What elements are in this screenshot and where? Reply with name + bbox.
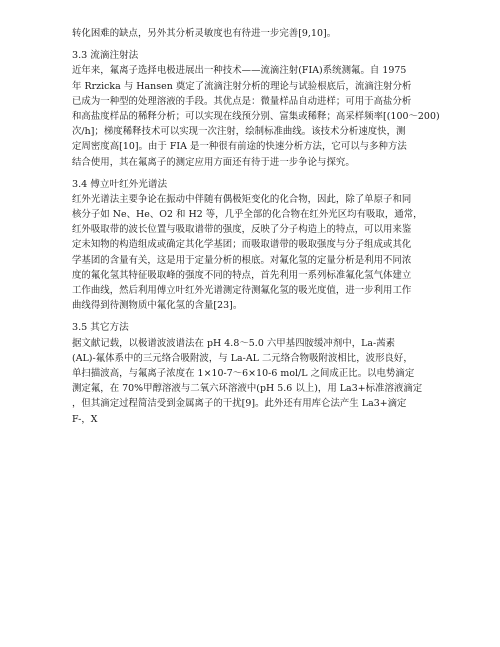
text-line: 学基团的含量有关，这是用于定量分析的根底。对氟化氢的定量分析是利用不同浓: [72, 254, 412, 266]
text-line: 和高盐度样品的稀释分析；可以实现在线预分别、富集或稀释；高采样频率[(100～200): [72, 110, 440, 122]
section-heading: 3.5 其它方法: [72, 322, 129, 334]
text-line: 测定氟，在 70%甲醇溶液与二氧六环溶液中(pH 5.6 以上)，用 La3+标准溶液滴定: [72, 383, 423, 395]
text-line: 工作曲线，然后利用傅立叶红外光谱测定待测氟化氢的吸光度值，进一步利用工作: [72, 285, 412, 296]
text-line: 红外光谱法主要争论在振动中伴随有偶极矩变化的化合物，因此，除了单原子和同: [72, 193, 412, 205]
text-line: 度的氟化氢其特征吸取峰的强度不同的特点，首先利用一系列标准氟化氢气体建立: [72, 269, 412, 281]
text-line: 单扫描波高，与氟离子浓度在 1×10-7～6×10-6 mol/L 之间成正比。以电势滴定: [72, 367, 415, 379]
section-3-3: [72, 48, 440, 170]
text-line: 定周密度高[10]。由于 FIA 是一种很有前途的快速分析方法，它可以与多种方法: [72, 141, 407, 153]
text-line: 曲线得到待测物质中氟化氢的含量[23]。: [72, 300, 243, 312]
text-line: 年 Rrzicka 与 Hansen 奠定了流滴注射分析的理论与试验根底后，流滴注射分析: [72, 80, 412, 92]
section-3-4: [72, 177, 432, 314]
text-line: 据文献记载，以极谱波波谱法在 pH 4.8～5.0 六甲基四胺缓冲剂中，La-茜素: [72, 337, 396, 349]
text-line: 转化困难的缺点，另外其分析灵敏度也有待进一步完善[9,10]。: [72, 28, 337, 39]
text-line: 次/h]；梯度稀释技术可以实现一次注射，绘制标准曲线。该技术分析速度快，测: [72, 126, 406, 138]
text-line: ，但其滴定过程简洁受到金属离子的干扰[9]。此外还有用库仑法产生 La3+滴定: [72, 398, 407, 410]
section-3-5: [72, 320, 432, 426]
text-line: 已成为一种型的处理溶液的手段。其优点是：微量样品自动进样；可用于高盐分析: [72, 95, 412, 107]
text-line: 近年来，氟离子选择电极进展出一种技术——流滴注射(FIA)系统测氟。自 1975: [72, 65, 407, 77]
text-line: 核分子如 Ne、He、O2 和 H2 等，几乎全部的化合物在红外光区均有吸取，通常，: [72, 209, 423, 221]
text-line: (AL)-氟体系中的三元络合吸附波，与 La-AL 二元络合物吸附波相比，波形良好，: [72, 352, 413, 364]
text-line: 定未知物的构造组成或确定其化学基团；而吸取谱带的吸取强度与分子组成或其化: [72, 239, 412, 251]
document-page: [72, 26, 440, 427]
text-line: F-，X: [72, 413, 98, 425]
text-line: 红外吸取带的波长位置与吸取谱带的强度，反映了分子构造上的特点，可以用来鉴: [72, 224, 412, 236]
intro-paragraph: [72, 26, 432, 41]
text-line: 结合使用，其在氟离子的测定应用方面还有待于进一步争论与探究。: [72, 156, 355, 168]
section-heading: 3.4 傅立叶红外光谱法: [72, 178, 168, 190]
section-heading: 3.3 流滴注射法: [72, 50, 139, 62]
